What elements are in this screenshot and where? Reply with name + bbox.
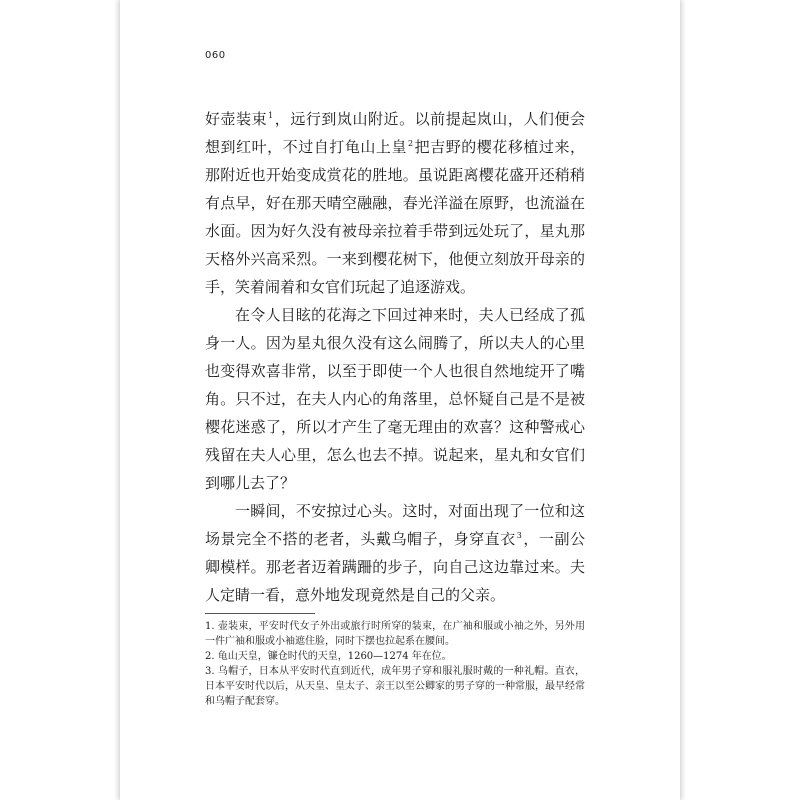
paragraph-1 bbox=[205, 105, 585, 301]
paragraph-3-text-b: ，一副公卿模样。那老者迈着蹒跚的步子，向自己这边靠过来。夫人定睛一看，意外地发现竟然是自己的父亲。 bbox=[205, 530, 585, 604]
footnote-1: 1. 壶装束，平安时代女子外出或旅行时所穿的装束，在广袖和服或小袖之外，另外用一件广袖和服或小袖遮住脸，同时下摆也拉起系在腰间。 bbox=[205, 621, 585, 647]
footnote-3: 3. 乌帽子，日本从平安时代直到近代，成年男子穿和服礼服时戴的一种礼帽。直衣，日本平安时代以后，从天皇、皇太子、亲王以至公卿家的男子穿的一种常服，最早经常和乌帽子配套穿。 bbox=[205, 666, 585, 707]
footnote-ref-1: 1 bbox=[268, 111, 274, 120]
paragraph-1-text-b: ，远行到岚山附近。以前提起岚山，人们便会想到红叶，不过自打龟山上皇 bbox=[205, 110, 585, 156]
paragraph-1-text-a: 好壶装束 bbox=[205, 110, 268, 128]
footnote-2: 2. 龟山天皇，镰仓时代的天皇，1260—1274 年在位。 bbox=[205, 651, 452, 662]
paragraph-1-text-c: 把吉野的樱花移植过来，那附近也开始变成赏花的胜地。虽说距离樱花盛开还稍稍有点早，好在那天晴空融融，春光洋溢在原野，也流溢在水面。因为好久没有被母亲拉着手带到远处玩了，星丸那天格外兴高采烈。一来到樱花树下，他便立刻放开母亲的手，笑着闹着和女官们玩起了追逐游戏。 bbox=[205, 138, 585, 296]
book-page bbox=[120, 0, 680, 800]
body-text bbox=[205, 105, 585, 609]
footnotes bbox=[205, 619, 585, 709]
page-number: 060 bbox=[205, 50, 226, 61]
paragraph-2: 在令人目眩的花海之下回过神来时，夫人已经成了孤身一人。因为星丸很久没有这么闹腾了，所以夫人的心里也变得欢喜非常，以至于即使一个人也很自然地绽开了嘴角。只不过，在夫人内心的角落里，总怀疑自己是不是被樱花迷惑了，所以才产生了毫无理由的欢喜？这种警戒心残留在夫人心里，怎么也去不掉。说起来，星丸和女官们到哪儿去了？ bbox=[205, 306, 585, 492]
footnote-divider bbox=[205, 613, 315, 614]
paragraph-3 bbox=[205, 497, 585, 609]
footnote-ref-3: 3 bbox=[516, 531, 522, 540]
footnote-ref-2: 2 bbox=[407, 139, 414, 148]
paragraph-3-text-a: 一瞬间，不安掠过心头。这时，对面出现了一位和这场景完全不搭的老者，头戴乌帽子，身穿直衣 bbox=[205, 502, 585, 548]
